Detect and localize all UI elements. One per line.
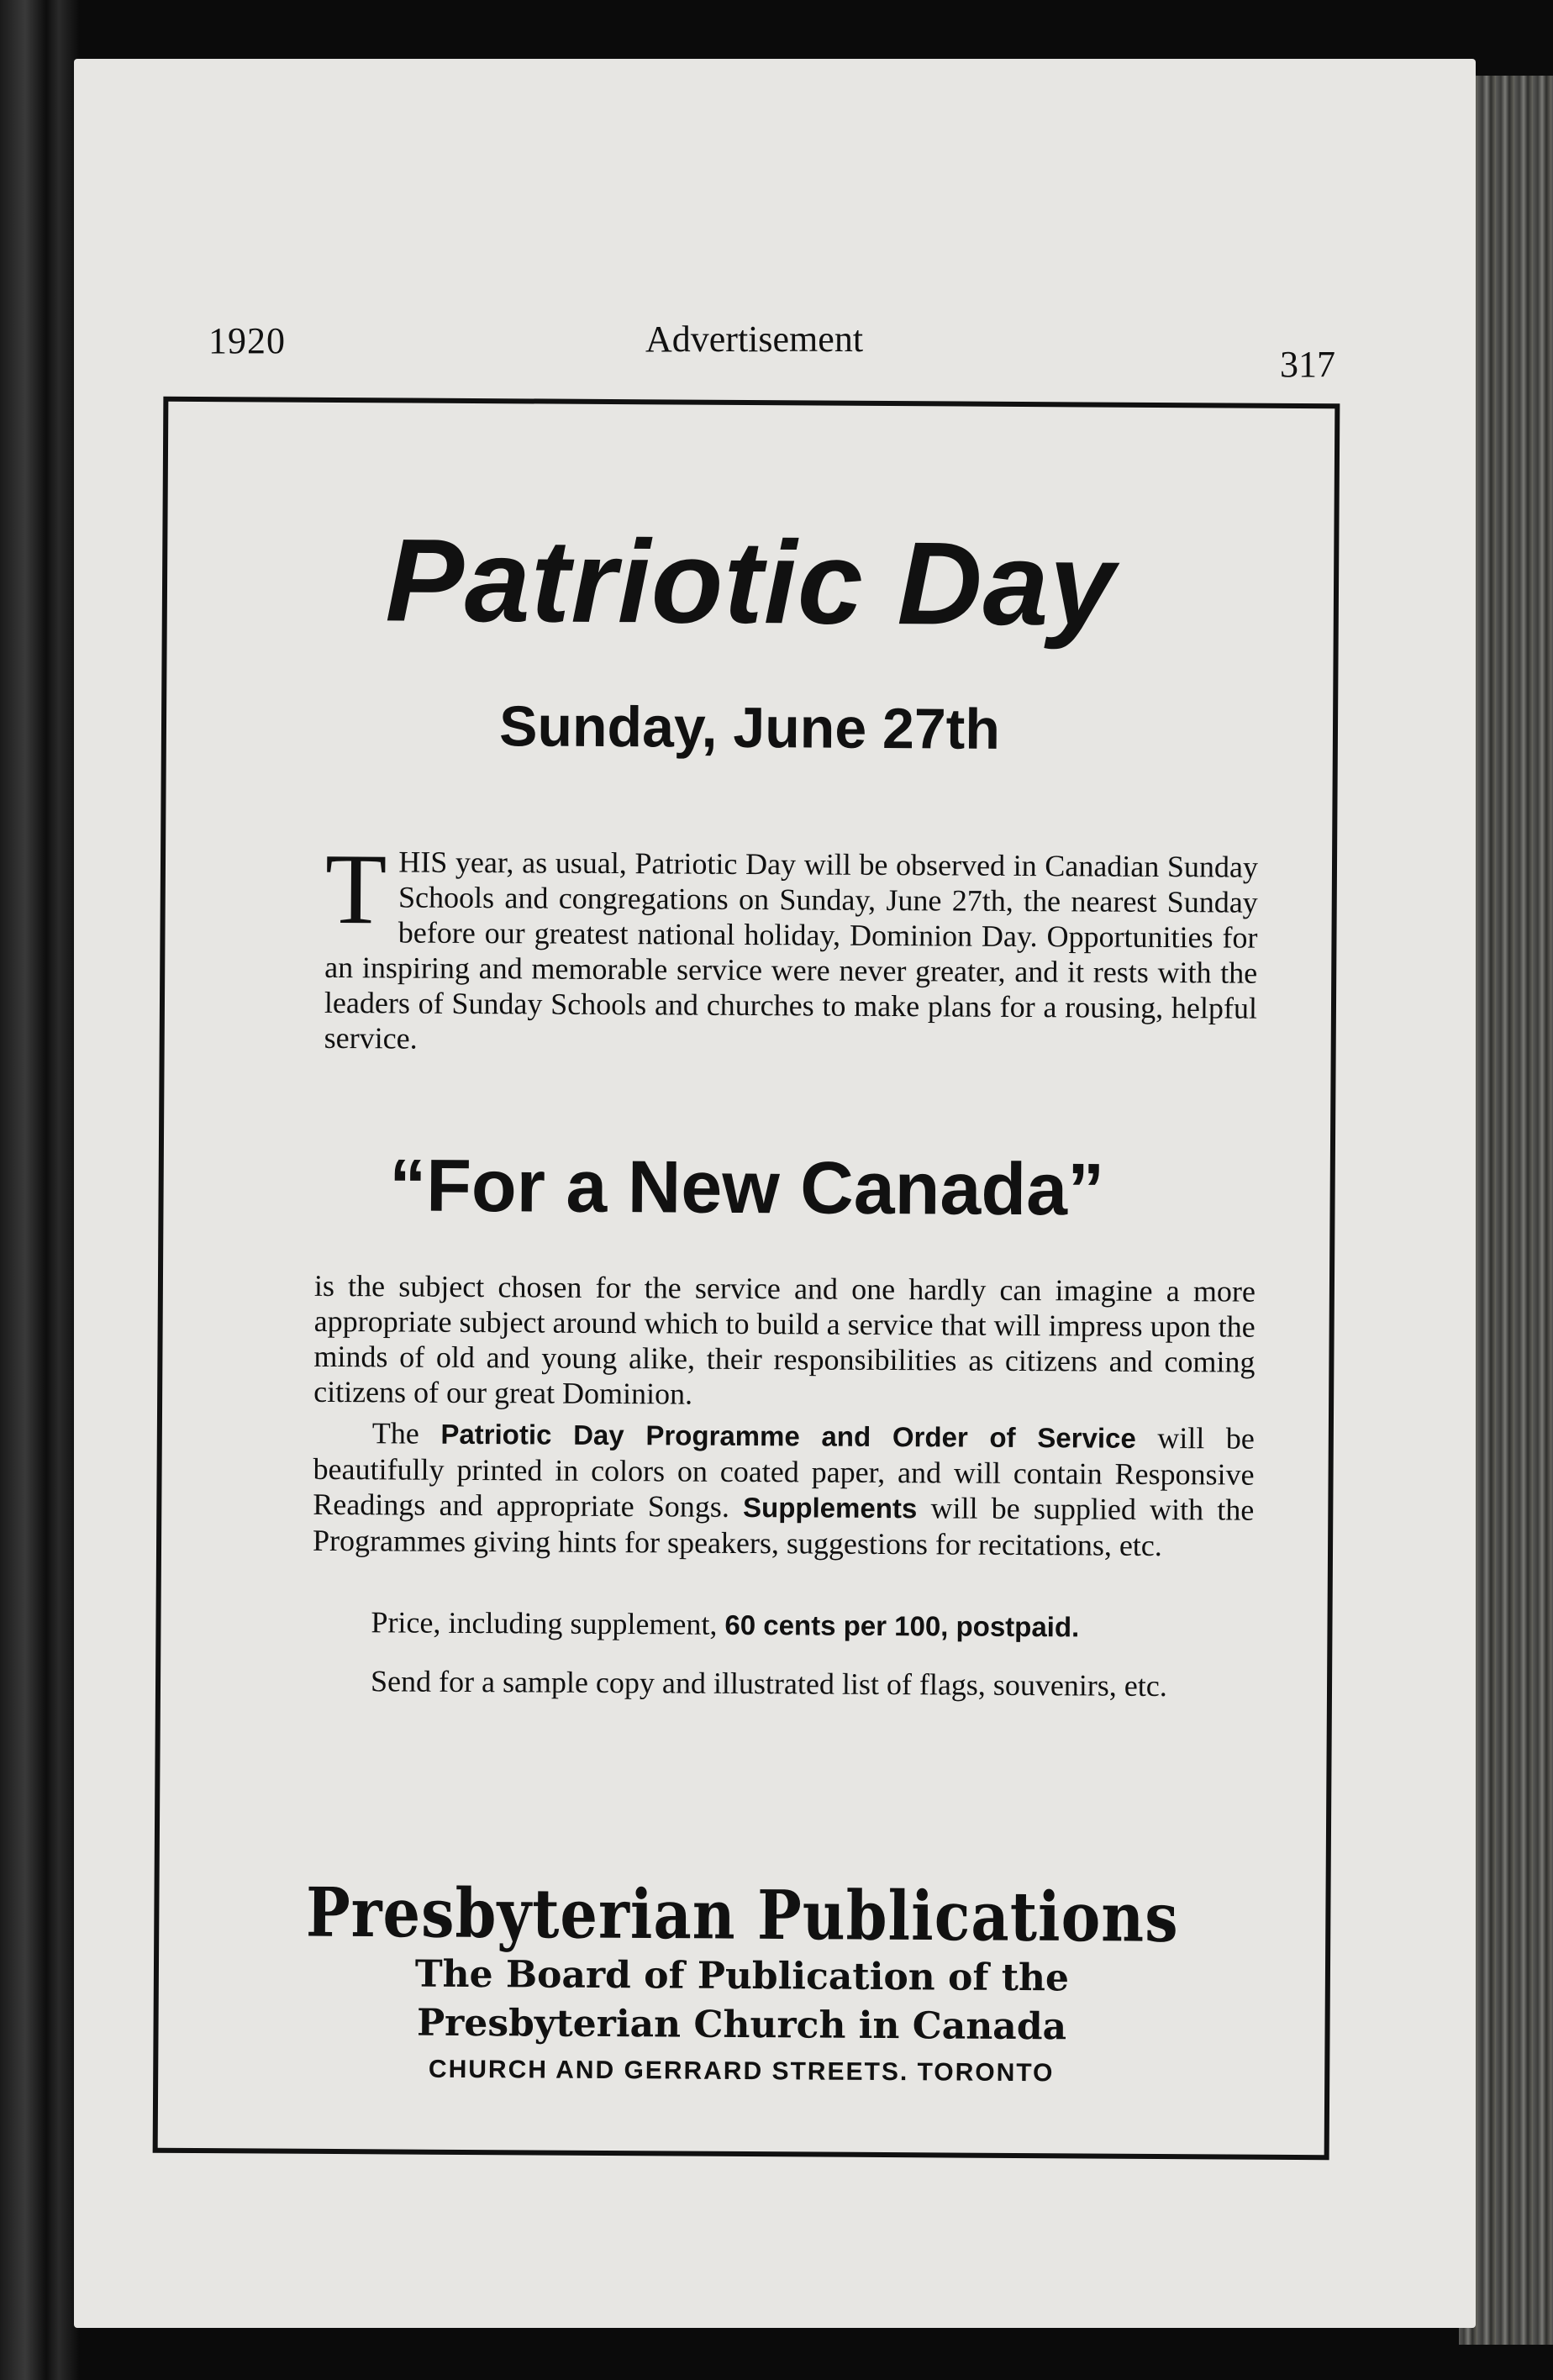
book-spine (0, 0, 80, 2380)
price-paragraph (312, 1604, 1253, 1646)
running-head (208, 311, 1351, 385)
publisher-block (158, 1872, 1325, 2089)
price-value: 60 cents per 100, postpaid. (724, 1609, 1080, 1643)
programme-bold-title: Patriotic Day Programme and Order of Service (440, 1418, 1136, 1454)
running-head-year: 1920 (208, 320, 286, 361)
page-number: 317 (1280, 344, 1335, 385)
publisher-name: Presbyterian Publications (305, 1872, 1179, 1958)
drop-cap: T (324, 832, 387, 945)
programme-post: will be supplied with the Programmes giving hints for speakers, suggestions for recitations, etc. (312, 1491, 1255, 1563)
intro-paragraph (324, 832, 1259, 1061)
price-pre: Price, including supplement, (371, 1605, 725, 1641)
service-heading: “For a New Canada” (388, 1143, 1105, 1231)
programme-paragraph (313, 1415, 1255, 1564)
ad-title: Patriotic Day (385, 513, 1116, 650)
supplements-label: Supplements (742, 1491, 918, 1524)
page (74, 59, 1476, 2328)
running-head-title: Advertisement (645, 319, 864, 360)
ad-subtitle: Sunday, June 27th (498, 694, 1001, 761)
publisher-address: CHURCH AND GERRARD STREETS. TORONTO (428, 2055, 1055, 2088)
intro-text: HIS year, as usual, Patriotic Day will be observed in Canadian Sunday Schools and congregations on Sunday, June 27th, the nearest Sunday before our greatest national holiday, Dominion Day. Opportunities for an inspiring and memorable service were never greater, and it rests with the leaders of Sunday Schools and churches to make plans for a rousing, helpful service. (324, 845, 1259, 1056)
publisher-line-2: Presbyterian Church in Canada (416, 2001, 1067, 2049)
sample-paragraph: Send for a sample copy and illustrated list of flags, souvenirs, etc. (370, 1664, 1167, 1703)
subject-paragraph: is the subject chosen for the service and one hardly can imagine a more appropriate subject around which to build a service that will impress upon the minds of old and young alike, their responsibilities as citizens and coming citizens of our great Dominion. (313, 1268, 1256, 1411)
programme-pre: The (371, 1416, 441, 1451)
programme-mid: will be beautifully printed in colors on coated paper, and will contain Responsive Readings and appropriate Songs. (313, 1420, 1255, 1524)
advertisement-frame (153, 397, 1340, 2161)
publisher-line-1: The Board of Publication of the (414, 1952, 1070, 2000)
